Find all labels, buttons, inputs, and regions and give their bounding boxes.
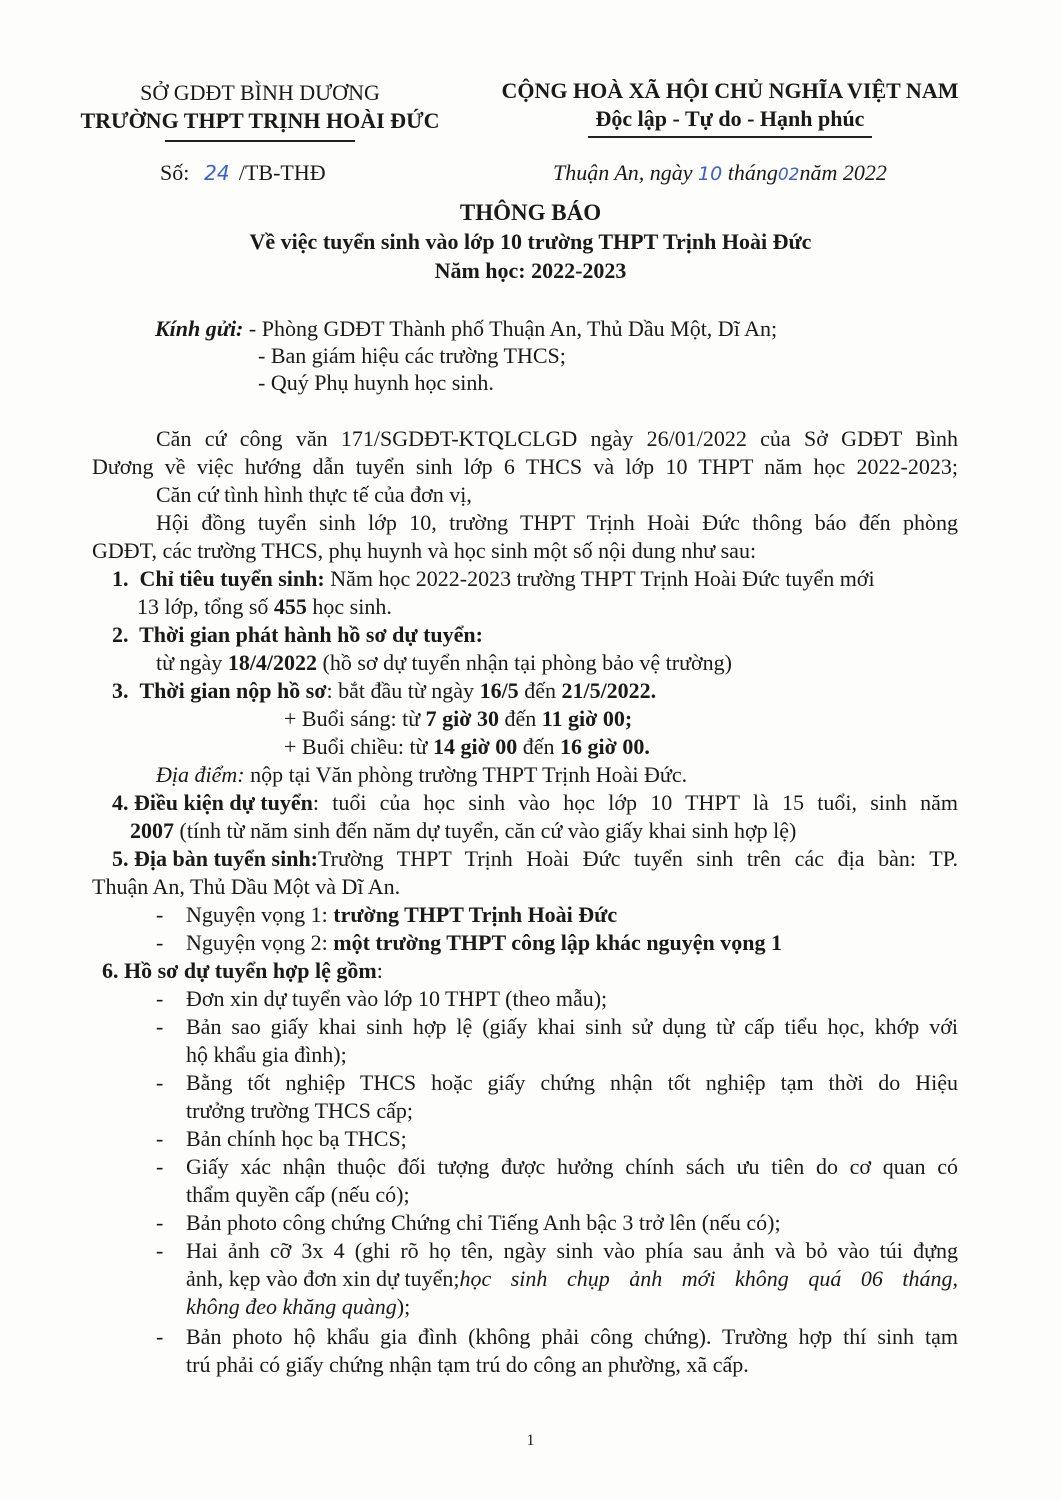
section-text: : bắt đầu từ ngày [326, 678, 480, 703]
list-item-text: Giấy xác nhận thuộc đối tượng được hưởng chính sách ưu tiên do cơ quan có [186, 1154, 958, 1179]
section-text: ; [624, 706, 633, 731]
preamble-line: GDĐT, các trường THCS, phụ huynh và học sinh một số nội dung như sau: [92, 538, 757, 563]
list-item-text: Bằng tốt nghiệp THCS hoặc giấy chứng nhận tốt nghiệp tạm thời do Hiệu [186, 1070, 958, 1095]
list-item-cont: hộ khẩu gia đình); [186, 1042, 347, 1067]
school-name-underline [165, 140, 355, 142]
section-text: đến [498, 706, 542, 731]
section-number: 4. [112, 790, 129, 815]
section-title: Hồ sơ dự tuyển hợp lệ gồm [124, 958, 377, 983]
list-item-cont: thẩm quyền cấp (nếu có); [186, 1182, 410, 1207]
section-title: Chỉ tiêu tuyển sinh: [139, 566, 325, 591]
preference-value: một trường THPT công lập khác nguyện vọng 1 [333, 930, 783, 955]
recipient-item: - Quý Phụ huynh học sinh. [258, 370, 494, 395]
list-item: - Bản sao giấy khai sinh hợp lệ (giấy khai sinh sử dụng từ cấp tiểu học, khớp với [156, 1012, 958, 1042]
place-date-year: năm 2022 [799, 160, 887, 185]
national-title: CỘNG HOÀ XÃ HỘI CHỦ NGHĨA VIỆT NAM [501, 78, 959, 103]
section-text: : [376, 958, 383, 983]
list-item-text: Bản photo công chứng Chứng chỉ Tiếng Anh bậc 3 trở lên (nếu có); [186, 1210, 781, 1235]
month-handwritten: 02 [777, 165, 800, 185]
preference-label: Nguyện vọng 2: [186, 930, 334, 955]
section-text: : tuổi của học sinh vào học lớp 10 THPT là 15 tuổi, sinh năm [312, 790, 958, 815]
preference-1: - Nguyện vọng 1: trường THPT Trịnh Hoài Đức [156, 902, 618, 927]
list-item-cont [186, 1264, 958, 1294]
list-item-text: ảnh, kẹp vào đơn xin dự tuyển; [186, 1266, 460, 1291]
section-text: + Buổi chiều: từ [284, 734, 433, 759]
preamble-line: Căn cứ công văn 171/SGDĐT-KTQLCLGD ngày 26/01/2022 của Sở GDĐT Bình [156, 426, 958, 451]
section-2 [112, 620, 483, 650]
section-title: Địa bàn tuyển sinh: [134, 846, 319, 871]
section-text: học sinh. [306, 594, 392, 619]
afternoon-hours [284, 732, 650, 762]
section-number: 2. [112, 622, 129, 647]
place-date-prefix: Thuận An, ngày [553, 160, 693, 185]
preamble-line: Dương về việc hướng dẫn tuyển sinh lớp 6 THCS và lớp 10 THPT năm học 2022-2023; [92, 454, 958, 479]
list-item-text: ); [396, 1294, 411, 1319]
recipient-item: - Ban giám hiệu các trường THCS; [258, 343, 566, 368]
list-item-text: Bản sao giấy khai sinh hợp lệ (giấy khai sinh sử dụng từ cấp tiểu học, khớp với [186, 1014, 958, 1039]
section-text: từ ngày [156, 650, 228, 675]
preference-value: trường THPT Trịnh Hoài Đức [333, 902, 618, 927]
place-date-month-label: tháng [727, 160, 778, 185]
time-value: 16 giờ 00. [560, 734, 650, 759]
document-subject: Về việc tuyển sinh vào lớp 10 trường THPT Trịnh Hoài Đức [249, 229, 812, 254]
section-text: 13 lớp, tổng số [137, 594, 274, 619]
list-item-text: Hai ảnh cỡ 3x 4 (ghi rõ họ tên, ngày sinh vào phía sau ảnh và bỏ vào túi đựng [186, 1238, 958, 1263]
number-handwritten: 24 [204, 161, 230, 185]
section-3 [112, 676, 656, 706]
quota-number: 455 [273, 594, 307, 619]
school-year: Năm học: 2022-2023 [434, 258, 627, 283]
submission-place [156, 760, 687, 790]
preamble-line: Căn cứ tình hình thực tế của đơn vị, [156, 482, 472, 507]
time-value: 7 giờ 30 [425, 706, 499, 731]
list-item-text: không đeo khăng quàng [186, 1294, 397, 1319]
birth-year: 2007 [130, 818, 174, 843]
section-text: + Buổi sáng: từ [284, 706, 426, 731]
list-item-text: Bản photo hộ khẩu gia đình (không phải công chứng). Trường hợp thí sinh tạm [186, 1324, 958, 1349]
number-code: /TB-THĐ [238, 160, 326, 185]
list-item: - Bản photo công chứng Chứng chỉ Tiếng Anh bậc 3 trở lên (nếu có); [156, 1210, 781, 1235]
preamble-line: Hội đồng tuyển sinh lớp 10, trường THPT Trịnh Hoài Đức thông báo đến phòng [156, 510, 958, 535]
section-number: 1. [112, 566, 129, 591]
preference-label: Nguyện vọng 1: [186, 902, 334, 927]
list-item: - Giấy xác nhận thuộc đối tượng được hưởng chính sách ưu tiên do cơ quan có [156, 1152, 958, 1182]
agency-name: SỞ GDĐT BÌNH DƯƠNG [140, 80, 380, 105]
list-item: - Bằng tốt nghiệp THCS hoặc giấy chứng nhận tốt nghiệp tạm thời do Hiệu [156, 1068, 958, 1098]
section-5-cont: Thuận An, Thủ Dầu Một và Dĩ An. [92, 874, 401, 899]
list-item-cont: trưởng trường THCS cấp; [186, 1098, 413, 1123]
place-date [553, 160, 887, 186]
section-5 [112, 844, 958, 874]
section-text: đến [518, 678, 562, 703]
section-text: Năm học 2022-2023 trường THPT Trịnh Hoài Đức tuyển mới [324, 566, 875, 591]
list-item: - Đơn xin dự tuyển vào lớp 10 THPT (theo mẫu); [156, 986, 608, 1011]
section-text: (hồ sơ dự tuyển nhận tại phòng bảo vệ trường) [317, 650, 732, 675]
release-date: 18/4/2022 [227, 650, 318, 675]
motto-underline [588, 136, 872, 138]
section-4-cont [130, 816, 796, 846]
section-text: Trường THPT Trịnh Hoài Đức tuyển sinh trên các địa bàn: TP. [318, 846, 958, 871]
section-1-cont [137, 592, 392, 622]
section-number: 5. [112, 846, 129, 871]
time-value: 11 giờ 00 [541, 706, 625, 731]
section-2-cont [156, 648, 732, 678]
list-item-cont [186, 1292, 410, 1322]
section-4 [112, 788, 958, 818]
preference-2: - Nguyện vọng 2: một trường THPT công lập khác nguyện vọng 1 [156, 930, 783, 955]
section-text: đến [517, 734, 561, 759]
section-title: Thời gian nộp hồ sơ [139, 678, 327, 703]
document-number [160, 160, 326, 186]
recipients [155, 316, 777, 342]
start-date: 16/5 [479, 678, 519, 703]
section-text: nộp tại Văn phòng trường THPT Trịnh Hoài Đức. [244, 762, 688, 787]
section-number: 6. [102, 958, 119, 983]
section-title: Thời gian phát hành hồ sơ dự tuyển: [139, 622, 483, 647]
section-title: Điều kiện dự tuyển [134, 790, 313, 815]
national-motto: Độc lập - Tự do - Hạnh phúc [595, 106, 865, 131]
list-item-text: học sinh chụp ảnh mới không quá 06 tháng, [459, 1266, 958, 1291]
time-value: 14 giờ 00 [432, 734, 518, 759]
morning-hours [284, 704, 632, 734]
school-name: TRƯỜNG THPT TRỊNH HOÀI ĐỨC [80, 108, 440, 133]
day-handwritten: 10 [698, 163, 723, 185]
document-title: THÔNG BÁO [459, 200, 602, 225]
number-label: Số: [160, 160, 190, 185]
list-item-text: Bản chính học bạ THCS; [186, 1126, 407, 1151]
page-number: 1 [526, 1432, 535, 1449]
list-item: - Bản chính học bạ THCS; [156, 1126, 407, 1151]
recipients-label: Kính gửi: [155, 316, 244, 341]
section-number: 3. [112, 678, 129, 703]
section-6 [102, 956, 383, 986]
section-1 [112, 564, 875, 594]
list-item-text: Đơn xin dự tuyển vào lớp 10 THPT (theo mẫu); [186, 986, 608, 1011]
recipient-item: - Phòng GDĐT Thành phố Thuận An, Thủ Dầu Một, Dĩ An; [248, 316, 778, 341]
place-label: Địa điểm: [156, 762, 245, 787]
end-date: 21/5/2022. [561, 678, 657, 703]
list-item: - Hai ảnh cỡ 3x 4 (ghi rõ họ tên, ngày sinh vào phía sau ảnh và bỏ vào túi đựng [156, 1236, 958, 1266]
list-item-cont: trú phải có giấy chứng nhận tạm trú do công an phường, xã cấp. [186, 1352, 749, 1377]
list-item: - Bản photo hộ khẩu gia đình (không phải công chứng). Trường hợp thí sinh tạm [156, 1322, 958, 1352]
section-text: (tính từ năm sinh đến năm dự tuyển, căn cứ vào giấy khai sinh hợp lệ) [174, 818, 797, 843]
